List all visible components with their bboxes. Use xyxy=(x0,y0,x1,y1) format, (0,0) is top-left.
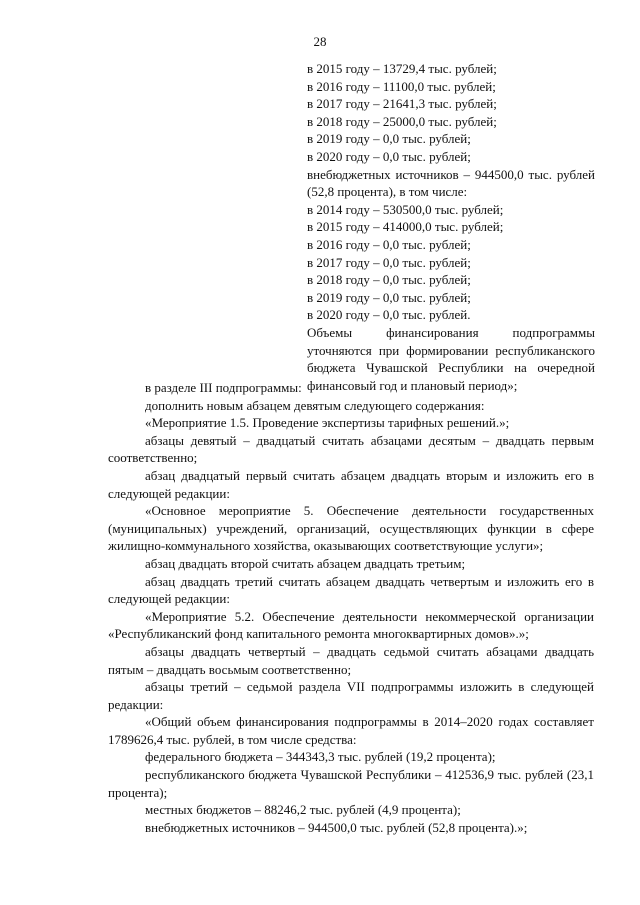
paragraph: дополнить новым абзацем девятым следующего содержания: xyxy=(145,397,485,413)
paragraph: местных бюджетов – 88246,2 тыс. рублей (4,9 процента); xyxy=(145,802,461,818)
paragraph: «Общий объем финансирования подпрограммы в 2014–2020 годах составляет 1789626,4 тыс. рублей, в том числе средства: xyxy=(108,714,594,747)
page-number: 28 xyxy=(313,34,327,49)
paragraph: «Основное мероприятие 5. Обеспечение деятельности государственных (муниципальных) учреждений, организаций, осуществляющих функции в сфере жилищно-коммунального хозяйства, оказывающих соответствующие услуги»; xyxy=(108,503,594,554)
year-line: в 2018 году – 0,0 тыс. рублей; xyxy=(307,272,471,288)
year-line: в 2018 году – 25000,0 тыс. рублей; xyxy=(307,113,497,129)
paragraph: внебюджетных источников – 944500,0 тыс. рублей (52,8 процента).»; xyxy=(145,819,528,835)
paragraph: в разделе III подпрограммы: xyxy=(145,380,302,395)
year-line: в 2019 году – 0,0 тыс. рублей; xyxy=(307,289,471,305)
paragraph: федерального бюджета – 344343,3 тыс. рублей (19,2 процента); xyxy=(145,749,496,765)
document-body xyxy=(108,379,594,836)
paragraph: абзац двадцать третий считать абзацем двадцать четвертым и изложить его в следующей редакции: xyxy=(108,573,594,607)
year-line: в 2017 году – 21641,3 тыс. рублей; xyxy=(307,96,497,112)
paragraph: абзац двадцатый первый считать абзацем двадцать вторым и изложить его в следующей редакции: xyxy=(108,467,594,501)
year-line: в 2016 году – 0,0 тыс. рублей; xyxy=(307,236,471,252)
year-line: в 2014 году – 530500,0 тыс. рублей; xyxy=(307,201,504,217)
financing-column xyxy=(307,60,595,394)
paragraph: абзац двадцать второй считать абзацем двадцать третьим; xyxy=(145,555,466,571)
year-line: в 2016 году – 11100,0 тыс. рублей; xyxy=(307,78,496,94)
extra-budget-sources: внебюджетных источников – 944500,0 тыс. рублей (52,8 процента), в том числе: xyxy=(307,166,595,200)
paragraph: «Мероприятие 1.5. Проведение экспертизы тарифных решений.»; xyxy=(145,415,510,431)
paragraph: республиканского бюджета Чувашской Республики – 412536,9 тыс. рублей (23,1 процента); xyxy=(108,767,594,800)
paragraph: абзацы двадцать четвертый – двадцать седьмой считать абзацами двадцать пятым – двадцать восьмым соответственно; xyxy=(108,643,594,677)
year-line: в 2015 году – 414000,0 тыс. рублей; xyxy=(307,219,504,235)
paragraph: абзацы девятый – двадцатый считать абзацами десятым – двадцать первым соответственно; xyxy=(108,432,594,466)
year-line: в 2020 году – 0,0 тыс. рублей; xyxy=(307,148,471,164)
year-line: в 2019 году – 0,0 тыс. рублей; xyxy=(307,131,471,147)
year-line: в 2015 году – 13729,4 тыс. рублей; xyxy=(307,61,497,76)
financing-closing-note: Объемы финансирования подпрограммы уточняются при формировании республиканского бюджета Чувашской Республики на очередной финансовый год и плановый период»; xyxy=(307,324,595,393)
paragraph: «Мероприятие 5.2. Обеспечение деятельности некоммерческой организации «Республиканский фонд капитального ремонта многоквартирных домов».»; xyxy=(108,608,594,642)
year-line: в 2017 году – 0,0 тыс. рублей; xyxy=(307,254,471,270)
paragraph: абзацы третий – седьмой раздела VII подпрограммы изложить в следующей редакции: xyxy=(108,679,594,712)
year-line: в 2020 году – 0,0 тыс. рублей. xyxy=(307,307,471,323)
